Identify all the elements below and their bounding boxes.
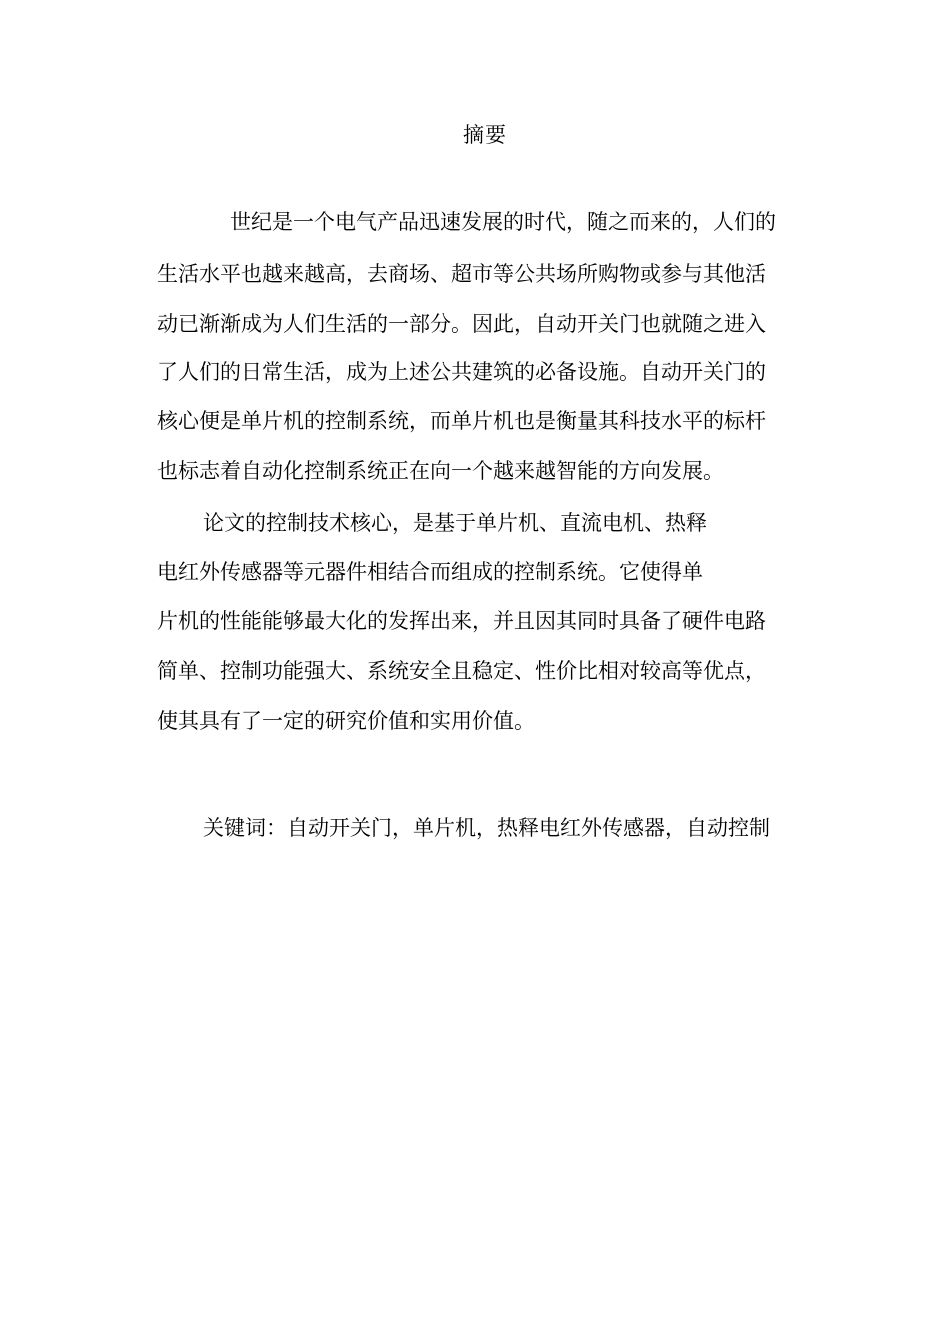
paragraph1-line: 世纪是一个电气产品迅速发展的时代，随之而来的，人们的 [230,210,776,234]
paragraph1-line: 也标志着自动化控制系统正在向一个越来越智能的方向发展。 [157,459,724,483]
paragraph2-line: 使其具有了一定的研究价值和实用价值。 [157,709,535,733]
paragraph2-line: 电红外传感器等元器件相结合而组成的控制系统。它使得单 [157,560,703,584]
paragraph2-line: 片机的性能能够最大化的发挥出来，并且因其同时具备了硬件电路 [157,609,766,633]
keywords-line: 关键词：自动开关门，单片机，热释电红外传感器，自动控制 [203,816,770,840]
paragraph1-line: 核心便是单片机的控制系统，而单片机也是衡量其科技水平的标杆 [157,409,766,433]
paragraph2-line: 简单、控制功能强大、系统安全且稳定、性价比相对较高等优点， [157,659,766,683]
paragraph2-line: 论文的控制技术核心，是基于单片机、直流电机、热释 [203,511,707,535]
abstract-title: 摘要 [463,123,507,147]
paragraph1-line: 动已渐渐成为人们生活的一部分。因此，自动开关门也就随之进入 [157,312,766,336]
paragraph1-line: 生活水平也越来越高，去商场、超市等公共场所购物或参与其他活 [157,262,766,286]
paragraph1-line: 了人们的日常生活，成为上述公共建筑的必备设施。自动开关门的 [157,360,766,384]
